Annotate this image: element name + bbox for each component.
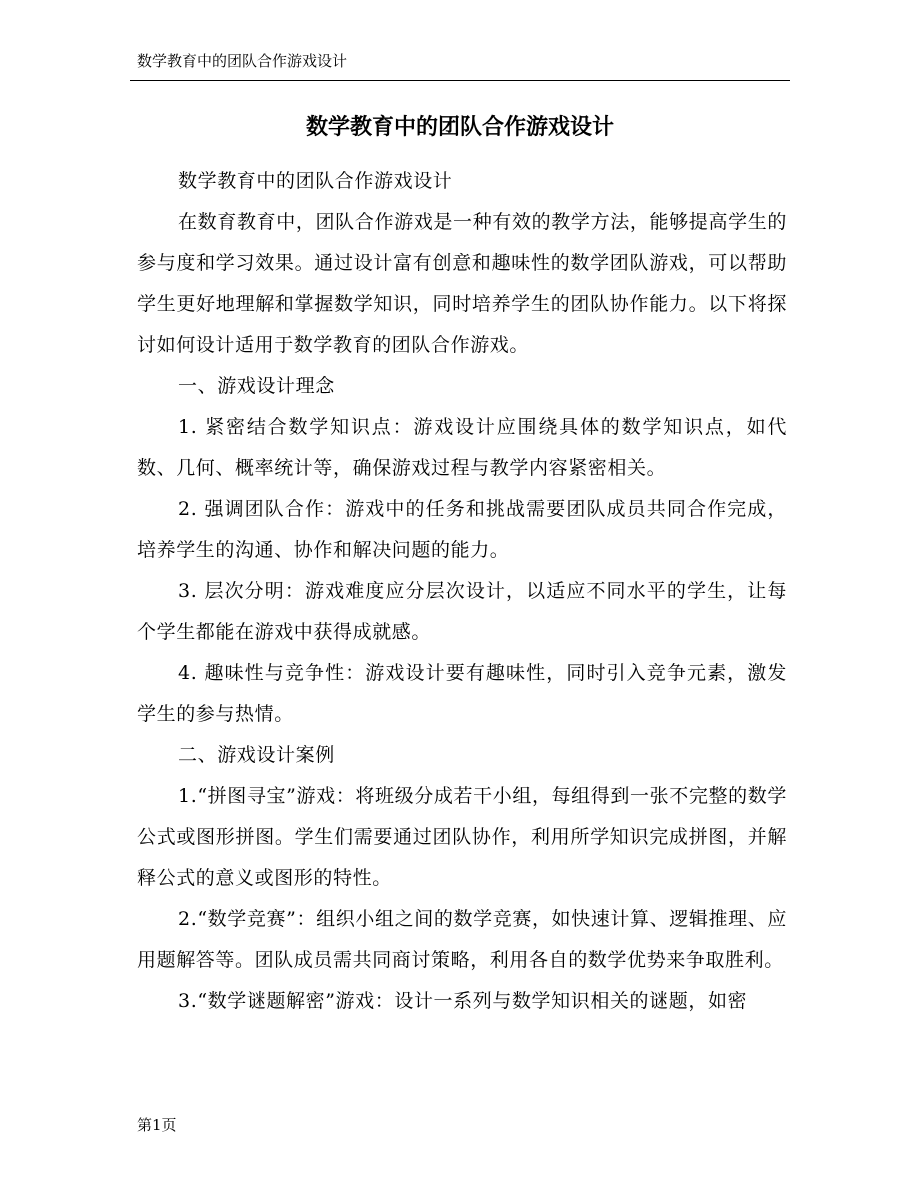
principle-item: 4. 趣味性与竞争性：游戏设计要有趣味性，同时引入竞争元素，激发学生的参与热情。 bbox=[137, 662, 787, 725]
principle-item: 3. 层次分明：游戏难度应分层次设计，以适应不同水平的学生，让每个学生都能在游戏中获得成就感。 bbox=[137, 580, 787, 643]
header-divider bbox=[130, 80, 790, 81]
case-item: 3.“数学谜题解密”游戏：设计一系列与数学知识相关的谜题，如密 bbox=[178, 990, 748, 1012]
document-body bbox=[137, 161, 787, 1022]
principle-item: 2. 强调团队合作：游戏中的任务和挑战需要团队成员共同合作完成，培养学生的沟通、协作和解决问题的能力。 bbox=[137, 498, 787, 561]
document-title: 数学教育中的团队合作游戏设计 bbox=[305, 115, 614, 140]
principle-item: 1. 紧密结合数学知识点：游戏设计应围绕具体的数学知识点，如代数、几何、概率统计等，确保游戏过程与教学内容紧密相关。 bbox=[137, 416, 787, 479]
intro-paragraph: 在数育教育中，团队合作游戏是一种有效的教学方法，能够提高学生的参与度和学习效果。通过设计富有创意和趣味性的数学团队游戏，可以帮助学生更好地理解和掌握数学知识，同时培养学生的团队协作能力。以下将探讨如何设计适用于数学教育的团队合作游戏。 bbox=[137, 211, 787, 356]
case-item: 1.“拼图寻宝”游戏：将班级分成若干小组，每组得到一张不完整的数学公式或图形拼图。学生们需要通过团队协作，利用所学知识完成拼图，并解释公式的意义或图形的特性。 bbox=[137, 785, 787, 889]
running-header: 数学教育中的团队合作游戏设计 bbox=[137, 52, 348, 70]
case-item: 2.“数学竞赛”：组织小组之间的数学竞赛，如快速计算、逻辑推理、应用题解答等。团队成员需共同商讨策略，利用各自的数学优势来争取胜利。 bbox=[137, 908, 787, 971]
page-number: 第1页 bbox=[137, 1116, 177, 1134]
section-heading-cases: 二、游戏设计案例 bbox=[178, 744, 335, 766]
section-heading-principles: 一、游戏设计理念 bbox=[178, 375, 335, 397]
subtitle-paragraph: 数学教育中的团队合作游戏设计 bbox=[178, 170, 453, 192]
